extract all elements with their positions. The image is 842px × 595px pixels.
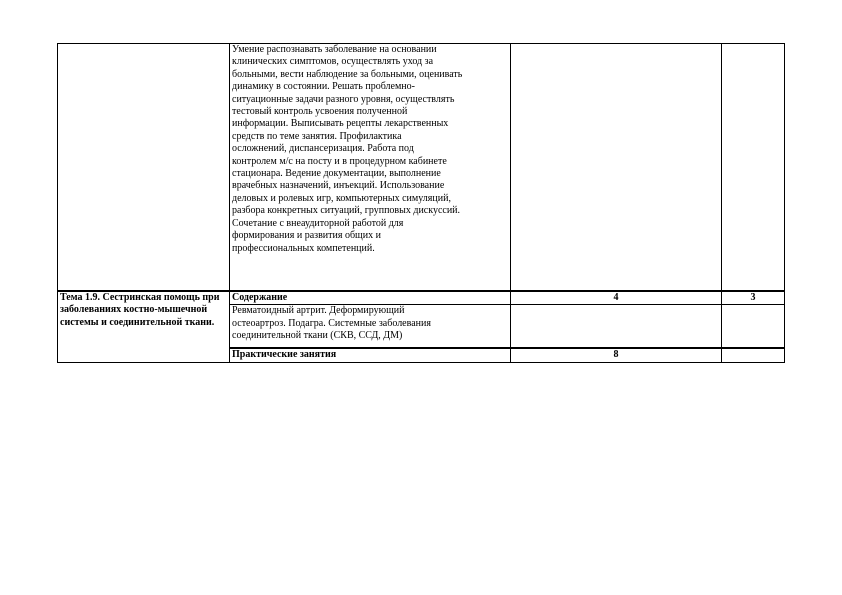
content-cell: Ревматоидный артрит. Деформирующий остеоартроз. Подагра. Системные заболевания соединительной ткани (СКВ, ССД, ДМ) (230, 305, 511, 349)
curriculum-table (57, 43, 785, 363)
level-cell (722, 305, 785, 349)
level-cell: 3 (722, 291, 785, 305)
content-cell: Умение распознавать заболевание на основании клинических симптомов, осуществлять уход за больными, вести наблюдение за больными, оценивать динамику в состоянии. Решать проблемно- ситуационные задачи разного уровня, осуществлять тестовый контроль усвоения полученной информации. Выписывать рецепты лекарственных средств по теме занятия. Профилактика осложнений, диспансеризация. Работа под контролем м/с на посту и в процедурном кабинете стационара. Ведение документации, выполнение врачебных назначений, инъекций. Использование деловых и ролевых игр, компьютерных симуляций, разбора конкретных ситуаций, групповых дискуссий. Сочетание с внеаудиторной работой для формирования и развития общих и профессиональных компетенций. (230, 44, 511, 292)
hours-cell: 8 (511, 348, 722, 362)
topic-title-cell: Тема 1.9. Сестринская помощь при заболеваниях костно-мышечной системы и соединительной ткани. (58, 291, 230, 362)
hours-cell: 4 (511, 291, 722, 305)
topic-cell (58, 44, 230, 292)
table-row (58, 44, 785, 292)
practice-heading-cell: Практические занятия (230, 348, 511, 362)
content-heading-cell: Содержание (230, 291, 511, 305)
hours-cell (511, 44, 722, 292)
hours-cell (511, 305, 722, 349)
level-cell (722, 44, 785, 292)
table-row (58, 291, 785, 305)
level-cell (722, 348, 785, 362)
